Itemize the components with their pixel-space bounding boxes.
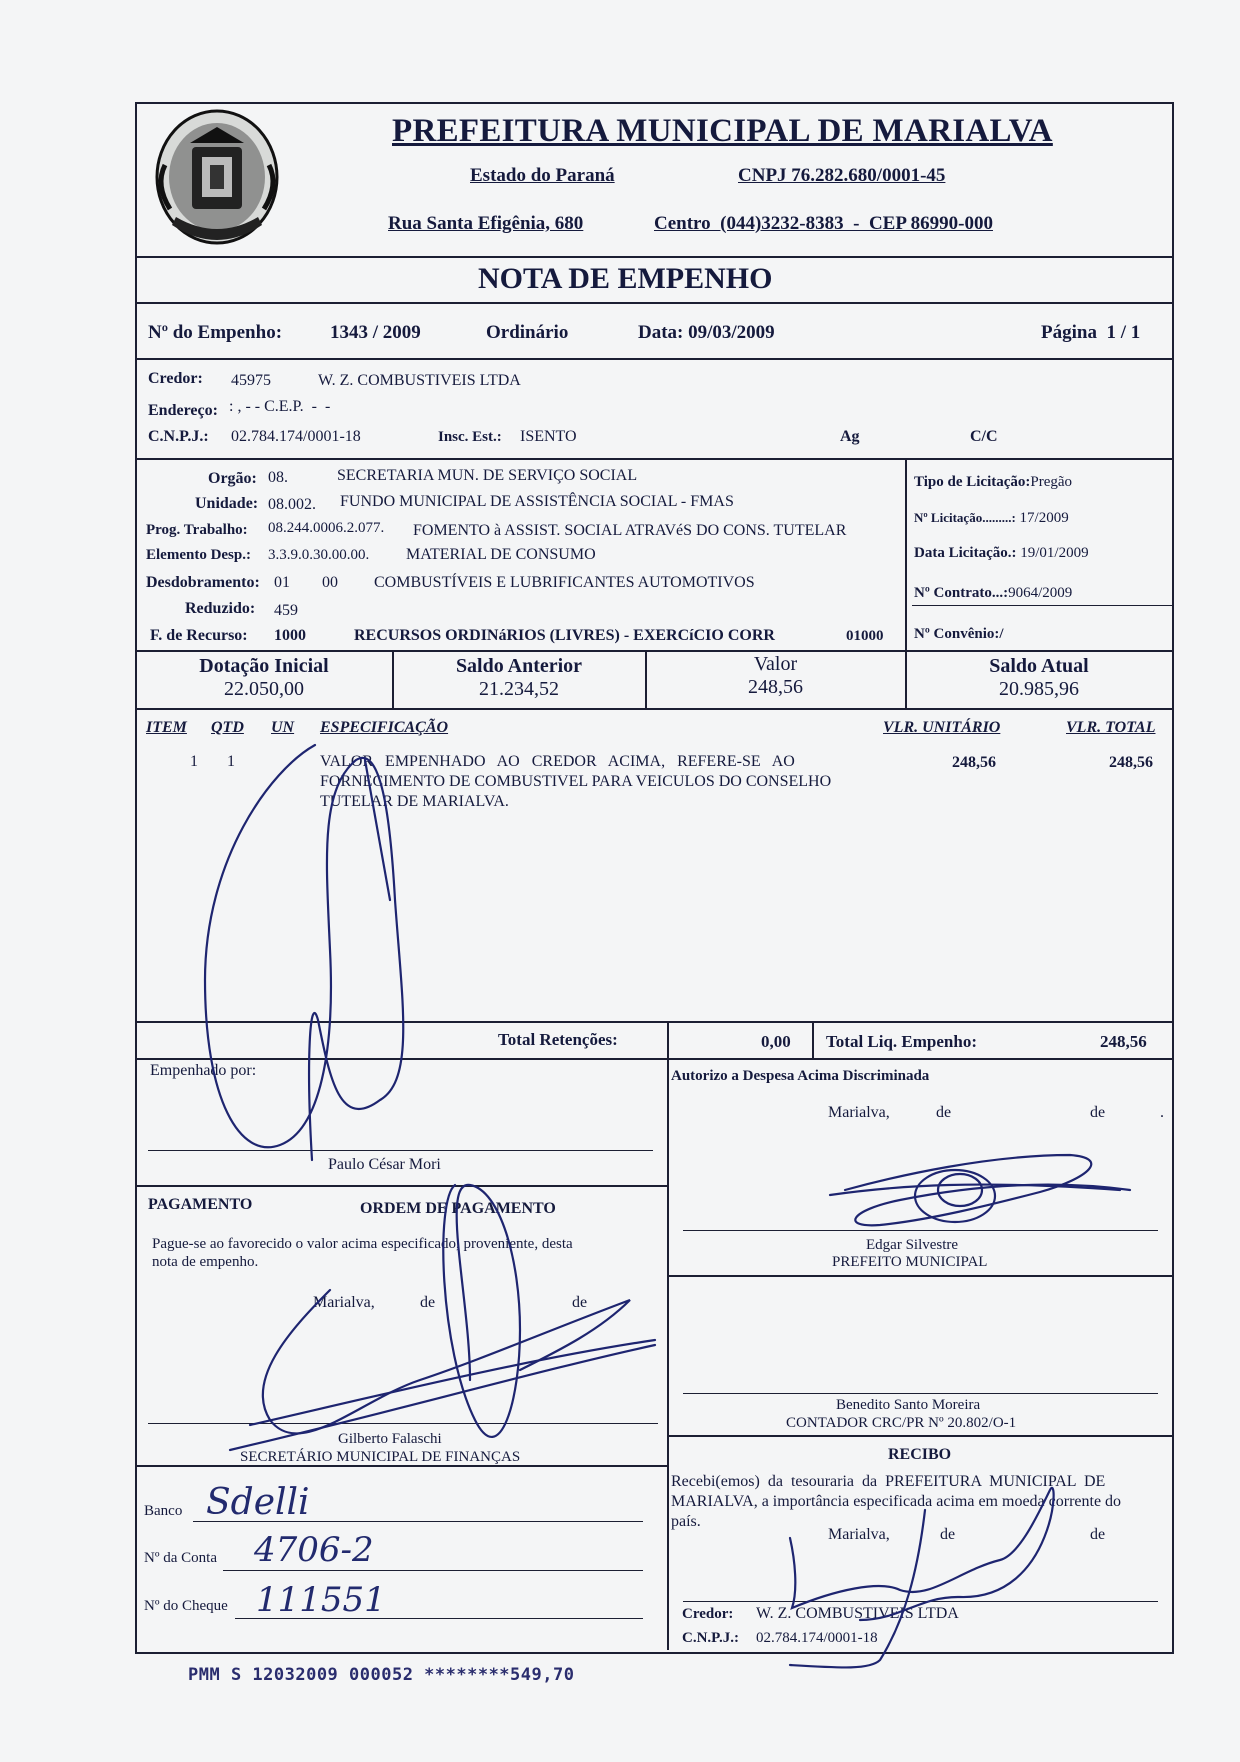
prog-label: Prog. Trabalho: <box>146 522 248 538</box>
unidade-code: 08.002. <box>268 496 316 513</box>
elemento-code: 3.3.9.0.30.00.00. <box>268 547 370 563</box>
tipo-licitacao-label: Tipo de Licitação: <box>914 474 1031 490</box>
reduzido-value: 459 <box>274 602 298 619</box>
desdobramento-name: COMBUSTÍVEIS E LUBRIFICANTES AUTOMOTIVOS <box>374 574 755 591</box>
cnpj-label: C.N.P.J.: <box>148 428 209 445</box>
empenhado-signer: Paulo César Mori <box>328 1156 441 1173</box>
col-un: UN <box>271 719 295 736</box>
conta-value: 4706-2 <box>254 1530 374 1570</box>
autorizo-place: Marialva, <box>828 1104 890 1121</box>
autorizo-de2: de <box>1090 1104 1106 1121</box>
col-vlr-total: VLR. TOTAL <box>1066 719 1156 736</box>
data-licitacao-label: Data Licitação.: <box>914 545 1017 561</box>
pagamento-place: Marialva, <box>313 1294 375 1311</box>
saldo-atual <box>907 655 1171 701</box>
banco-value: Sdelli <box>206 1482 310 1523</box>
credor-code: 45975 <box>231 372 271 389</box>
recibo-title: RECIBO <box>888 1446 952 1463</box>
recibo-de1: de <box>940 1526 956 1543</box>
cc-label: C/C <box>970 428 998 445</box>
banco-label: Banco <box>144 1503 183 1519</box>
total-liquido-value: 248,56 <box>1100 1032 1147 1051</box>
recibo-line1: Recebi(emos) da tesouraria da PREFEITURA MUNICIPAL DE <box>671 1473 1106 1490</box>
prefeito-name: Edgar Silvestre <box>866 1237 959 1253</box>
insc-value: ISENTO <box>520 428 577 445</box>
machine-stamp: PMM S 12032009 000052 ********549,70 <box>188 1665 575 1685</box>
unidade-name: FUNDO MUNICIPAL DE ASSISTÊNCIA SOCIAL - FMAS <box>340 493 734 510</box>
doc-title: NOTA DE EMPENHO <box>478 262 773 295</box>
saldo-label: Saldo Atual <box>989 655 1089 677</box>
recurso-label: F. de Recurso: <box>150 627 248 644</box>
total-retencoes-label: Total Retenções: <box>498 1030 618 1049</box>
numero-licitacao <box>914 510 1069 527</box>
empenhado-por-label: Empenhado por: <box>150 1062 257 1079</box>
saldo-value: 22.050,00 <box>224 678 304 700</box>
saldo-dotacao-inicial <box>137 655 391 701</box>
pagamento-label: PAGAMENTO <box>148 1196 253 1213</box>
page-number: Página 1 / 1 <box>1041 322 1141 343</box>
pagamento-text-line2: nota de empenho. <box>152 1254 259 1270</box>
secretario-title: SECRETÁRIO MUNICIPAL DE FINANÇAS <box>240 1449 521 1465</box>
col-item: ITEM <box>146 719 187 736</box>
header-contact: Centro (044)3232-8383 - CEP 86990-000 <box>654 213 993 234</box>
empenho-number-label: Nº do Empenho: <box>148 322 283 343</box>
pagamento-de2: de <box>572 1294 588 1311</box>
credor-label: Credor: <box>148 370 203 387</box>
orgao-name: SECRETARIA MUN. DE SERVIÇO SOCIAL <box>337 467 638 484</box>
pagamento-de1: de <box>420 1294 436 1311</box>
ag-label: Ag <box>840 428 860 445</box>
saldo-label: Dotação Inicial <box>199 655 329 677</box>
item-spec-line2: FORNECIMENTO DE COMBUSTIVEL PARA VEICULOS DO CONSELHO <box>320 773 832 790</box>
contador-title: CONTADOR CRC/PR Nº 20.802/O-1 <box>786 1415 1017 1431</box>
endereco-value: : , - - C.E.P. - - <box>229 398 331 415</box>
numero-convenio: Nº Convênio:/ <box>914 626 1004 642</box>
cnpj-value: 02.784.174/0001-18 <box>231 428 361 445</box>
saldo-valor <box>647 653 904 699</box>
autorizo-label: Autorizo a Despesa Acima Discriminada <box>671 1068 930 1084</box>
numero-contrato-label: Nº Contrato...: <box>914 585 1009 601</box>
contador-name: Benedito Santo Moreira <box>836 1397 981 1413</box>
item-number: 1 <box>190 753 198 770</box>
desdobramento-label: Desdobramento: <box>146 574 260 591</box>
prog-name: FOMENTO à ASSIST. SOCIAL ATRAVéS DO CONS. TUTELAR <box>413 522 847 539</box>
cheque-label: Nº do Cheque <box>144 1598 228 1614</box>
header-cnpj: CNPJ 76.282.680/0001-45 <box>738 165 946 186</box>
ordem-pagamento-label: ORDEM DE PAGAMENTO <box>360 1200 556 1217</box>
recibo-cnpj-label: C.N.P.J.: <box>682 1630 739 1646</box>
orgao-code: 08. <box>268 469 288 486</box>
saldo-value: 248,56 <box>748 676 803 698</box>
header-state: Estado do Paraná <box>470 165 615 186</box>
item-qtd: 1 <box>227 753 235 770</box>
recibo-place: Marialva, <box>828 1526 890 1543</box>
secretario-name: Gilberto Falaschi <box>338 1431 442 1447</box>
empenho-type: Ordinário <box>486 322 569 343</box>
col-qtd: QTD <box>211 719 244 736</box>
prefeito-title: PREFEITO MUNICIPAL <box>832 1254 988 1270</box>
recurso-code2: 01000 <box>846 628 884 644</box>
credor-name: W. Z. COMBUSTIVEIS LTDA <box>318 372 521 389</box>
item-vlr-unitario: 248,56 <box>952 754 996 771</box>
empenho-number: 1343 / 2009 <box>330 322 421 343</box>
numero-contrato <box>914 585 1072 602</box>
numero-licitacao-value: 17/2009 <box>1019 510 1069 526</box>
reduzido-label: Reduzido: <box>185 600 256 617</box>
orgao-label: Orgão: <box>208 470 257 487</box>
col-especificacao: ESPECIFICAÇÃO <box>320 719 449 736</box>
recibo-de2: de <box>1090 1526 1106 1543</box>
unidade-label: Unidade: <box>195 495 259 512</box>
recibo-cnpj-value: 02.784.174/0001-18 <box>756 1630 878 1646</box>
numero-licitacao-label: Nº Licitação.........: <box>914 510 1016 525</box>
header-title: PREFEITURA MUNICIPAL DE MARIALVA <box>392 113 1053 149</box>
endereco-label: Endereço: <box>148 402 218 419</box>
conta-label: Nº da Conta <box>144 1550 217 1566</box>
prog-code: 08.244.0006.2.077. <box>268 520 385 536</box>
saldo-value: 20.985,96 <box>999 678 1079 700</box>
saldo-anterior <box>394 655 644 701</box>
tipo-licitacao <box>914 474 1072 491</box>
recurso-name: RECURSOS ORDINáRIOS (LIVRES) - EXERCíCIO CORR <box>354 627 775 644</box>
item-vlr-total: 248,56 <box>1109 754 1153 771</box>
empenho-date: Data: 09/03/2009 <box>638 322 775 343</box>
header-street: Rua Santa Efigênia, 680 <box>388 213 584 234</box>
tipo-licitacao-value: Pregão <box>1030 474 1073 490</box>
cheque-value: 111551 <box>256 1580 386 1620</box>
numero-contrato-value: 9064/2009 <box>1008 585 1073 601</box>
elemento-label: Elemento Desp.: <box>146 547 251 563</box>
col-vlr-unitario: VLR. UNITÁRIO <box>883 719 1001 736</box>
saldo-label: Saldo Anterior <box>455 655 583 677</box>
desdobramento-code1: 01 <box>274 574 290 591</box>
item-spec-line3: TUTELAR DE MARIALVA. <box>320 793 509 810</box>
recibo-credor-value: W. Z. COMBUSTIVEIS LTDA <box>756 1605 959 1622</box>
insc-label: Insc. Est.: <box>438 429 502 445</box>
data-licitacao <box>914 545 1089 562</box>
recibo-line3: país. <box>671 1513 701 1530</box>
pagamento-text-line1: Pague-se ao favorecido o valor acima especificado, proveniente, desta <box>152 1236 573 1252</box>
saldo-label: Valor <box>753 653 798 675</box>
desdobramento-code2: 00 <box>322 574 338 591</box>
recibo-line2: MARIALVA, a importância especificada acima em moeda corrente do <box>671 1493 1122 1510</box>
saldo-value: 21.234,52 <box>479 678 559 700</box>
total-liquido-label: Total Liq. Empenho: <box>826 1032 977 1051</box>
recibo-credor-label: Credor: <box>682 1606 734 1622</box>
autorizo-dot: . <box>1160 1104 1164 1121</box>
data-licitacao-value: 19/01/2009 <box>1020 545 1089 561</box>
autorizo-de1: de <box>936 1104 952 1121</box>
recurso-code: 1000 <box>274 627 306 644</box>
item-spec-line1: VALOR EMPENHADO AO CREDOR ACIMA, REFERE-SE AO <box>320 753 795 770</box>
elemento-name: MATERIAL DE CONSUMO <box>406 546 596 563</box>
total-retencoes-value: 0,00 <box>761 1032 791 1051</box>
